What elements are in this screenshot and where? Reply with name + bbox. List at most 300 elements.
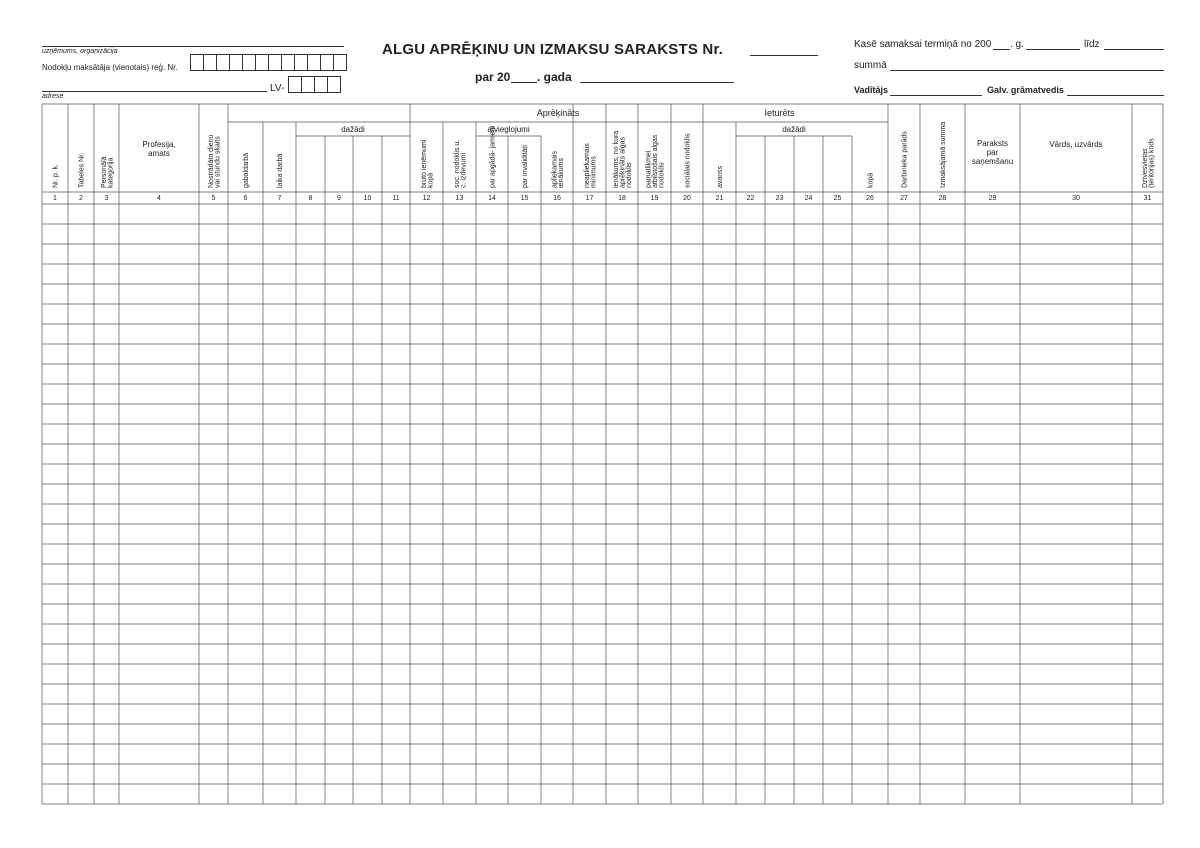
table-cell[interactable] <box>477 325 508 344</box>
table-cell[interactable] <box>43 705 68 724</box>
table-cell[interactable] <box>264 765 296 784</box>
table-cell[interactable] <box>95 525 119 544</box>
table-cell[interactable] <box>542 605 573 624</box>
table-cell[interactable] <box>766 365 794 384</box>
table-cell[interactable] <box>354 545 382 564</box>
table-cell[interactable] <box>477 285 508 304</box>
table-cell[interactable] <box>354 625 382 644</box>
table-cell[interactable] <box>542 745 573 764</box>
table-cell[interactable] <box>509 445 541 464</box>
table-cell[interactable] <box>200 705 228 724</box>
table-cell[interactable] <box>200 765 228 784</box>
table-cell[interactable] <box>966 705 1020 724</box>
table-cell[interactable] <box>444 525 476 544</box>
table-cell[interactable] <box>824 625 852 644</box>
table-cell[interactable] <box>542 285 573 304</box>
table-cell[interactable] <box>264 485 296 504</box>
table-cell[interactable] <box>1133 665 1163 684</box>
table-cell[interactable] <box>766 705 794 724</box>
table-cell[interactable] <box>69 785 94 804</box>
table-cell[interactable] <box>607 305 638 324</box>
table-cell[interactable] <box>297 685 325 704</box>
table-cell[interactable] <box>853 265 888 284</box>
table-cell[interactable] <box>889 625 920 644</box>
table-cell[interactable] <box>411 525 443 544</box>
table-cell[interactable] <box>297 465 325 484</box>
table-cell[interactable] <box>853 525 888 544</box>
table-cell[interactable] <box>326 725 353 744</box>
table-cell[interactable] <box>1133 585 1163 604</box>
table-cell[interactable] <box>889 245 920 264</box>
table-cell[interactable] <box>229 405 263 424</box>
table-cell[interactable] <box>542 305 573 324</box>
table-cell[interactable] <box>1021 325 1132 344</box>
table-cell[interactable] <box>704 765 736 784</box>
table-cell[interactable] <box>229 205 263 224</box>
table-cell[interactable] <box>889 685 920 704</box>
table-cell[interactable] <box>326 585 353 604</box>
table-cell[interactable] <box>607 725 638 744</box>
table-cell[interactable] <box>574 765 606 784</box>
table-cell[interactable] <box>889 785 920 804</box>
table-cell[interactable] <box>95 705 119 724</box>
table-cell[interactable] <box>737 645 765 664</box>
table-cell[interactable] <box>95 445 119 464</box>
table-cell[interactable] <box>95 265 119 284</box>
table-cell[interactable] <box>795 205 823 224</box>
table-cell[interactable] <box>639 545 671 564</box>
table-cell[interactable] <box>444 625 476 644</box>
table-cell[interactable] <box>326 745 353 764</box>
table-cell[interactable] <box>574 605 606 624</box>
table-cell[interactable] <box>824 765 852 784</box>
table-cell[interactable] <box>200 225 228 244</box>
table-cell[interactable] <box>607 765 638 784</box>
table-cell[interactable] <box>639 605 671 624</box>
table-cell[interactable] <box>853 565 888 584</box>
table-cell[interactable] <box>43 585 68 604</box>
table-cell[interactable] <box>229 505 263 524</box>
table-cell[interactable] <box>477 365 508 384</box>
table-cell[interactable] <box>326 425 353 444</box>
table-cell[interactable] <box>411 665 443 684</box>
table-cell[interactable] <box>1021 545 1132 564</box>
table-cell[interactable] <box>200 305 228 324</box>
table-cell[interactable] <box>69 625 94 644</box>
table-cell[interactable] <box>229 285 263 304</box>
table-cell[interactable] <box>542 505 573 524</box>
table-cell[interactable] <box>574 285 606 304</box>
table-cell[interactable] <box>444 545 476 564</box>
table-cell[interactable] <box>95 565 119 584</box>
table-cell[interactable] <box>737 505 765 524</box>
table-cell[interactable] <box>411 365 443 384</box>
table-cell[interactable] <box>264 705 296 724</box>
table-cell[interactable] <box>889 285 920 304</box>
table-cell[interactable] <box>704 565 736 584</box>
table-cell[interactable] <box>264 465 296 484</box>
table-cell[interactable] <box>477 605 508 624</box>
table-cell[interactable] <box>921 705 965 724</box>
table-cell[interactable] <box>1133 625 1163 644</box>
table-cell[interactable] <box>966 345 1020 364</box>
table-cell[interactable] <box>477 545 508 564</box>
table-cell[interactable] <box>69 665 94 684</box>
table-cell[interactable] <box>966 385 1020 404</box>
table-cell[interactable] <box>795 505 823 524</box>
table-cell[interactable] <box>477 425 508 444</box>
table-cell[interactable] <box>639 405 671 424</box>
table-cell[interactable] <box>795 705 823 724</box>
table-cell[interactable] <box>704 785 736 804</box>
table-cell[interactable] <box>824 405 852 424</box>
table-cell[interactable] <box>639 505 671 524</box>
table-cell[interactable] <box>69 285 94 304</box>
table-cell[interactable] <box>704 225 736 244</box>
table-cell[interactable] <box>889 705 920 724</box>
table-cell[interactable] <box>509 365 541 384</box>
table-cell[interactable] <box>1021 565 1132 584</box>
table-cell[interactable] <box>354 485 382 504</box>
table-cell[interactable] <box>704 705 736 724</box>
table-cell[interactable] <box>1133 325 1163 344</box>
table-cell[interactable] <box>853 205 888 224</box>
table-cell[interactable] <box>509 225 541 244</box>
table-cell[interactable] <box>889 725 920 744</box>
table-cell[interactable] <box>795 445 823 464</box>
table-cell[interactable] <box>737 665 765 684</box>
table-cell[interactable] <box>411 225 443 244</box>
table-cell[interactable] <box>1021 745 1132 764</box>
table-cell[interactable] <box>639 305 671 324</box>
table-cell[interactable] <box>921 465 965 484</box>
table-cell[interactable] <box>43 565 68 584</box>
table-cell[interactable] <box>200 785 228 804</box>
table-cell[interactable] <box>1021 445 1132 464</box>
table-cell[interactable] <box>326 245 353 264</box>
table-cell[interactable] <box>297 305 325 324</box>
table-cell[interactable] <box>1133 205 1163 224</box>
table-cell[interactable] <box>795 245 823 264</box>
table-cell[interactable] <box>229 525 263 544</box>
table-cell[interactable] <box>639 745 671 764</box>
table-cell[interactable] <box>795 745 823 764</box>
table-cell[interactable] <box>1133 345 1163 364</box>
table-cell[interactable] <box>1133 705 1163 724</box>
table-cell[interactable] <box>95 625 119 644</box>
table-cell[interactable] <box>200 585 228 604</box>
table-cell[interactable] <box>43 505 68 524</box>
table-cell[interactable] <box>795 725 823 744</box>
table-cell[interactable] <box>383 745 410 764</box>
table-cell[interactable] <box>297 765 325 784</box>
table-cell[interactable] <box>1133 685 1163 704</box>
table-cell[interactable] <box>120 245 199 264</box>
table-cell[interactable] <box>264 305 296 324</box>
table-cell[interactable] <box>824 785 852 804</box>
table-cell[interactable] <box>1021 305 1132 324</box>
table-cell[interactable] <box>766 745 794 764</box>
table-cell[interactable] <box>966 745 1020 764</box>
table-cell[interactable] <box>297 505 325 524</box>
table-cell[interactable] <box>672 525 703 544</box>
table-cell[interactable] <box>383 205 410 224</box>
table-cell[interactable] <box>853 405 888 424</box>
table-cell[interactable] <box>200 725 228 744</box>
table-cell[interactable] <box>444 445 476 464</box>
table-cell[interactable] <box>43 605 68 624</box>
table-cell[interactable] <box>354 385 382 404</box>
table-cell[interactable] <box>383 585 410 604</box>
table-cell[interactable] <box>639 345 671 364</box>
table-cell[interactable] <box>889 485 920 504</box>
table-cell[interactable] <box>1133 425 1163 444</box>
table-cell[interactable] <box>477 265 508 284</box>
table-cell[interactable] <box>69 545 94 564</box>
table-cell[interactable] <box>1133 525 1163 544</box>
table-cell[interactable] <box>672 485 703 504</box>
table-cell[interactable] <box>1021 645 1132 664</box>
table-cell[interactable] <box>824 445 852 464</box>
table-cell[interactable] <box>229 665 263 684</box>
table-cell[interactable] <box>444 665 476 684</box>
table-cell[interactable] <box>607 385 638 404</box>
table-cell[interactable] <box>966 585 1020 604</box>
table-cell[interactable] <box>607 265 638 284</box>
table-cell[interactable] <box>672 685 703 704</box>
table-cell[interactable] <box>297 205 325 224</box>
table-cell[interactable] <box>639 765 671 784</box>
table-cell[interactable] <box>795 485 823 504</box>
table-cell[interactable] <box>1133 465 1163 484</box>
table-cell[interactable] <box>95 485 119 504</box>
table-cell[interactable] <box>354 425 382 444</box>
table-cell[interactable] <box>574 485 606 504</box>
table-cell[interactable] <box>966 465 1020 484</box>
table-cell[interactable] <box>120 385 199 404</box>
table-cell[interactable] <box>229 585 263 604</box>
table-cell[interactable] <box>69 365 94 384</box>
table-cell[interactable] <box>354 705 382 724</box>
table-cell[interactable] <box>354 465 382 484</box>
table-cell[interactable] <box>853 625 888 644</box>
table-cell[interactable] <box>477 505 508 524</box>
table-cell[interactable] <box>383 565 410 584</box>
table-cell[interactable] <box>824 645 852 664</box>
table-cell[interactable] <box>411 745 443 764</box>
table-cell[interactable] <box>824 205 852 224</box>
table-cell[interactable] <box>607 745 638 764</box>
table-cell[interactable] <box>921 525 965 544</box>
table-cell[interactable] <box>69 745 94 764</box>
table-cell[interactable] <box>824 245 852 264</box>
table-cell[interactable] <box>672 625 703 644</box>
table-cell[interactable] <box>200 745 228 764</box>
table-cell[interactable] <box>737 625 765 644</box>
table-cell[interactable] <box>889 365 920 384</box>
table-cell[interactable] <box>853 605 888 624</box>
table-cell[interactable] <box>853 305 888 324</box>
table-cell[interactable] <box>477 745 508 764</box>
table-cell[interactable] <box>704 305 736 324</box>
table-cell[interactable] <box>737 485 765 504</box>
table-cell[interactable] <box>95 725 119 744</box>
table-cell[interactable] <box>297 325 325 344</box>
table-cell[interactable] <box>607 325 638 344</box>
table-cell[interactable] <box>326 365 353 384</box>
table-cell[interactable] <box>795 285 823 304</box>
table-cell[interactable] <box>326 345 353 364</box>
table-cell[interactable] <box>411 405 443 424</box>
table-cell[interactable] <box>853 545 888 564</box>
table-cell[interactable] <box>120 545 199 564</box>
table-cell[interactable] <box>889 665 920 684</box>
table-cell[interactable] <box>766 525 794 544</box>
table-cell[interactable] <box>297 605 325 624</box>
table-cell[interactable] <box>704 685 736 704</box>
table-cell[interactable] <box>43 665 68 684</box>
table-cell[interactable] <box>120 225 199 244</box>
table-cell[interactable] <box>921 485 965 504</box>
table-cell[interactable] <box>542 345 573 364</box>
table-cell[interactable] <box>853 745 888 764</box>
table-cell[interactable] <box>889 345 920 364</box>
table-cell[interactable] <box>354 505 382 524</box>
table-cell[interactable] <box>966 645 1020 664</box>
table-cell[interactable] <box>704 465 736 484</box>
table-cell[interactable] <box>824 345 852 364</box>
table-cell[interactable] <box>95 645 119 664</box>
table-cell[interactable] <box>297 265 325 284</box>
table-cell[interactable] <box>966 625 1020 644</box>
table-cell[interactable] <box>737 465 765 484</box>
table-cell[interactable] <box>795 385 823 404</box>
table-cell[interactable] <box>737 685 765 704</box>
table-cell[interactable] <box>444 585 476 604</box>
table-cell[interactable] <box>264 545 296 564</box>
table-cell[interactable] <box>607 245 638 264</box>
table-cell[interactable] <box>853 465 888 484</box>
table-cell[interactable] <box>853 645 888 664</box>
table-cell[interactable] <box>200 345 228 364</box>
table-cell[interactable] <box>509 645 541 664</box>
table-cell[interactable] <box>200 645 228 664</box>
table-cell[interactable] <box>264 785 296 804</box>
table-cell[interactable] <box>229 385 263 404</box>
table-cell[interactable] <box>444 245 476 264</box>
table-cell[interactable] <box>354 305 382 324</box>
table-cell[interactable] <box>921 605 965 624</box>
table-cell[interactable] <box>200 365 228 384</box>
table-cell[interactable] <box>264 365 296 384</box>
table-cell[interactable] <box>853 445 888 464</box>
table-cell[interactable] <box>1021 705 1132 724</box>
table-cell[interactable] <box>889 565 920 584</box>
table-cell[interactable] <box>921 425 965 444</box>
table-cell[interactable] <box>853 685 888 704</box>
table-cell[interactable] <box>509 305 541 324</box>
table-cell[interactable] <box>574 685 606 704</box>
table-cell[interactable] <box>229 545 263 564</box>
table-cell[interactable] <box>477 205 508 224</box>
table-cell[interactable] <box>889 585 920 604</box>
table-cell[interactable] <box>704 385 736 404</box>
table-cell[interactable] <box>607 445 638 464</box>
table-cell[interactable] <box>383 485 410 504</box>
table-cell[interactable] <box>444 425 476 444</box>
table-cell[interactable] <box>477 685 508 704</box>
table-cell[interactable] <box>200 325 228 344</box>
table-cell[interactable] <box>200 205 228 224</box>
table-cell[interactable] <box>737 265 765 284</box>
table-cell[interactable] <box>120 425 199 444</box>
table-cell[interactable] <box>509 745 541 764</box>
table-cell[interactable] <box>383 665 410 684</box>
table-cell[interactable] <box>704 265 736 284</box>
table-cell[interactable] <box>766 285 794 304</box>
table-cell[interactable] <box>200 625 228 644</box>
table-cell[interactable] <box>354 405 382 424</box>
table-cell[interactable] <box>889 645 920 664</box>
table-cell[interactable] <box>43 225 68 244</box>
table-cell[interactable] <box>354 685 382 704</box>
table-cell[interactable] <box>229 305 263 324</box>
table-cell[interactable] <box>574 645 606 664</box>
table-cell[interactable] <box>477 525 508 544</box>
table-cell[interactable] <box>1133 605 1163 624</box>
table-cell[interactable] <box>1133 245 1163 264</box>
table-cell[interactable] <box>1133 785 1163 804</box>
table-cell[interactable] <box>542 405 573 424</box>
table-cell[interactable] <box>921 625 965 644</box>
table-cell[interactable] <box>1133 745 1163 764</box>
table-cell[interactable] <box>1021 685 1132 704</box>
table-cell[interactable] <box>921 225 965 244</box>
table-cell[interactable] <box>1021 765 1132 784</box>
table-cell[interactable] <box>966 445 1020 464</box>
table-cell[interactable] <box>672 565 703 584</box>
table-cell[interactable] <box>43 485 68 504</box>
table-cell[interactable] <box>43 525 68 544</box>
table-cell[interactable] <box>574 465 606 484</box>
table-cell[interactable] <box>766 685 794 704</box>
table-cell[interactable] <box>639 705 671 724</box>
table-cell[interactable] <box>120 445 199 464</box>
table-cell[interactable] <box>326 225 353 244</box>
table-cell[interactable] <box>795 625 823 644</box>
table-cell[interactable] <box>704 505 736 524</box>
table-cell[interactable] <box>542 645 573 664</box>
table-cell[interactable] <box>574 505 606 524</box>
table-cell[interactable] <box>229 365 263 384</box>
table-cell[interactable] <box>639 465 671 484</box>
table-cell[interactable] <box>1133 565 1163 584</box>
table-cell[interactable] <box>1133 485 1163 504</box>
table-cell[interactable] <box>639 565 671 584</box>
table-cell[interactable] <box>542 765 573 784</box>
table-cell[interactable] <box>509 785 541 804</box>
table-cell[interactable] <box>639 285 671 304</box>
table-cell[interactable] <box>509 205 541 224</box>
table-cell[interactable] <box>411 645 443 664</box>
table-cell[interactable] <box>542 585 573 604</box>
table-cell[interactable] <box>120 705 199 724</box>
table-cell[interactable] <box>853 325 888 344</box>
table-cell[interactable] <box>672 365 703 384</box>
table-cell[interactable] <box>477 665 508 684</box>
table-cell[interactable] <box>672 785 703 804</box>
table-cell[interactable] <box>1021 605 1132 624</box>
